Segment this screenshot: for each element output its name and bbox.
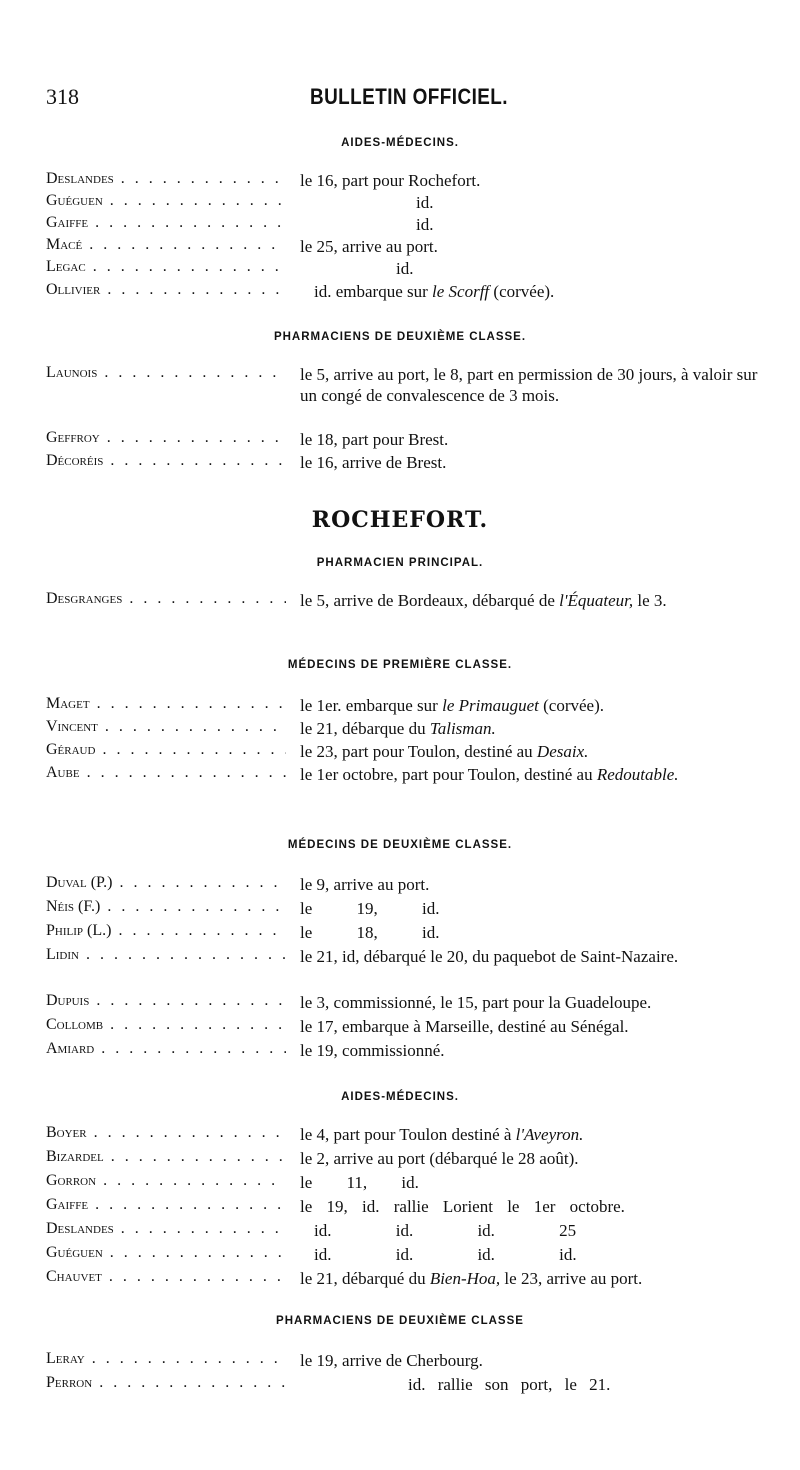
entry-name: Géraud . . . (46, 741, 286, 759)
city-heading: ROCHEFORT. (311, 507, 489, 533)
section-heading: PHARMACIENS DE DEUXIÈME CLASSE (276, 1315, 524, 1327)
section-heading: MÉDECINS DE PREMIÈRE CLASSE. (287, 659, 513, 671)
entry-name: Macé . . . (46, 236, 286, 254)
entry-name: Duval (P.) . . . (46, 874, 286, 892)
entry-text: le 19, arrive de Cherbourg. (300, 1351, 483, 1370)
entry-text: le 1er octobre, part pour Toulon, destiné au Redoutable. (300, 765, 679, 784)
section-heading: PHARMACIEN PRINCIPAL. (316, 557, 484, 569)
entry-text: le 9, arrive au port. (300, 875, 430, 894)
entry-name: Legac . . . (46, 258, 286, 276)
running-title: BULLETIN OFFICIEL. (310, 84, 508, 109)
entry-name: Desgranges . . . (46, 590, 286, 608)
entry-name: Gaiffe . . . (46, 214, 286, 232)
entry-name: Bizardel . . . (46, 1148, 286, 1166)
entry-name: Maget . . . (46, 695, 286, 713)
entry-text: le 17, embarque à Marseille, destiné au Sénégal. (300, 1017, 629, 1036)
entry-text: id. id. id. 25 (314, 1221, 577, 1240)
section-heading: AIDES-MÉDECINS. (341, 1091, 459, 1103)
entry-name: Deslandes . . . (46, 1220, 286, 1238)
entry-name: Guéguen . . . (46, 1244, 286, 1262)
entry-text: le 5, arrive au port, le 8, part en permission de 30 jours, à valoir sur un congé de convalescence de 3 mois. (300, 365, 758, 405)
entry-name: Dupuis . . . (46, 992, 286, 1010)
entry-text: le 21, débarqué du Bien-Hoa, le 23, arrive au port. (300, 1269, 643, 1288)
entry-name: Ollivier . . . (46, 281, 286, 299)
entry-text: le 21, id, débarqué le 20, du paquebot de Saint-Nazaire. (300, 947, 679, 966)
entry-name: Amiard . . . (46, 1040, 286, 1058)
entry-text: le 4, part pour Toulon destiné à l'Aveyron. (300, 1125, 584, 1144)
entry-text: le 18, part pour Brest. (300, 430, 449, 449)
entry-name: Deslandes . . . (46, 170, 286, 188)
entry-name: Décoréis . . . (46, 452, 286, 470)
entry-name: Gorron . . . (46, 1172, 286, 1190)
entry-name: Geffroy . . . (46, 429, 286, 447)
entry-text: id. (416, 215, 434, 234)
entry-text: le 25, arrive au port. (300, 237, 438, 256)
entry-name: Philip (L.) . . . (46, 922, 286, 940)
entry-text: le 5, arrive de Bordeaux, débarqué de l'Équateur, le 3. (300, 591, 667, 610)
entry-text: le 16, arrive de Brest. (300, 453, 447, 472)
entry-text: le 11, id. (300, 1173, 419, 1192)
entry-text: le 1er. embarque sur le Primauguet (corvée). (300, 696, 605, 715)
entry-text: le 19, commissionné. (300, 1041, 445, 1060)
entry-text: id. rallie son port, le 21. (408, 1375, 611, 1394)
entry-text: id. (416, 193, 434, 212)
entry-name: Gaiffe . . . (46, 1196, 286, 1214)
entry-name: Launois . . . (46, 364, 286, 382)
entry-text: le 23, part pour Toulon, destiné au Desaix. (300, 742, 589, 761)
entry-name: Guéguen . . . (46, 192, 286, 210)
entry-name: Néis (F.) . . . (46, 898, 286, 916)
entry-text: le 19, id. (300, 899, 440, 918)
section-heading: AIDES-MÉDECINS. (341, 137, 459, 149)
entry-text: id. (396, 259, 414, 278)
entry-text: le 2, arrive au port (débarqué le 28 août). (300, 1149, 579, 1168)
entry-name: Leray . . . (46, 1350, 286, 1368)
section-heading: MÉDECINS DE DEUXIÈME CLASSE. (287, 839, 513, 851)
section-heading: PHARMACIENS DE DEUXIÈME CLASSE. (273, 331, 527, 343)
page-number: 318 (46, 84, 79, 109)
entry-name: Chauvet . . . (46, 1268, 286, 1286)
entry-text: le 18, id. (300, 923, 440, 942)
entry-name: Lidin . . . (46, 946, 286, 964)
entry-text: id. id. id. id. (314, 1245, 577, 1264)
entry-text: le 19, id. rallie Lorient le 1er octobre. (300, 1197, 625, 1216)
entry-text: le 16, part pour Rochefort. (300, 171, 481, 190)
entry-name: Boyer . . . (46, 1124, 286, 1142)
entry-text: le 3, commissionné, le 15, part pour la Guadeloupe. (300, 993, 652, 1012)
entry-name: Collomb . . . (46, 1016, 286, 1034)
entry-name: Perron . . . (46, 1374, 286, 1392)
entry-name: Vincent . . . (46, 718, 286, 736)
entry-text: id. embarque sur le Scorff (corvée). (314, 282, 555, 301)
entry-text: le 21, débarque du Talisman. (300, 719, 496, 738)
page-header (46, 84, 760, 118)
entry-name: Aube . . . (46, 764, 286, 782)
